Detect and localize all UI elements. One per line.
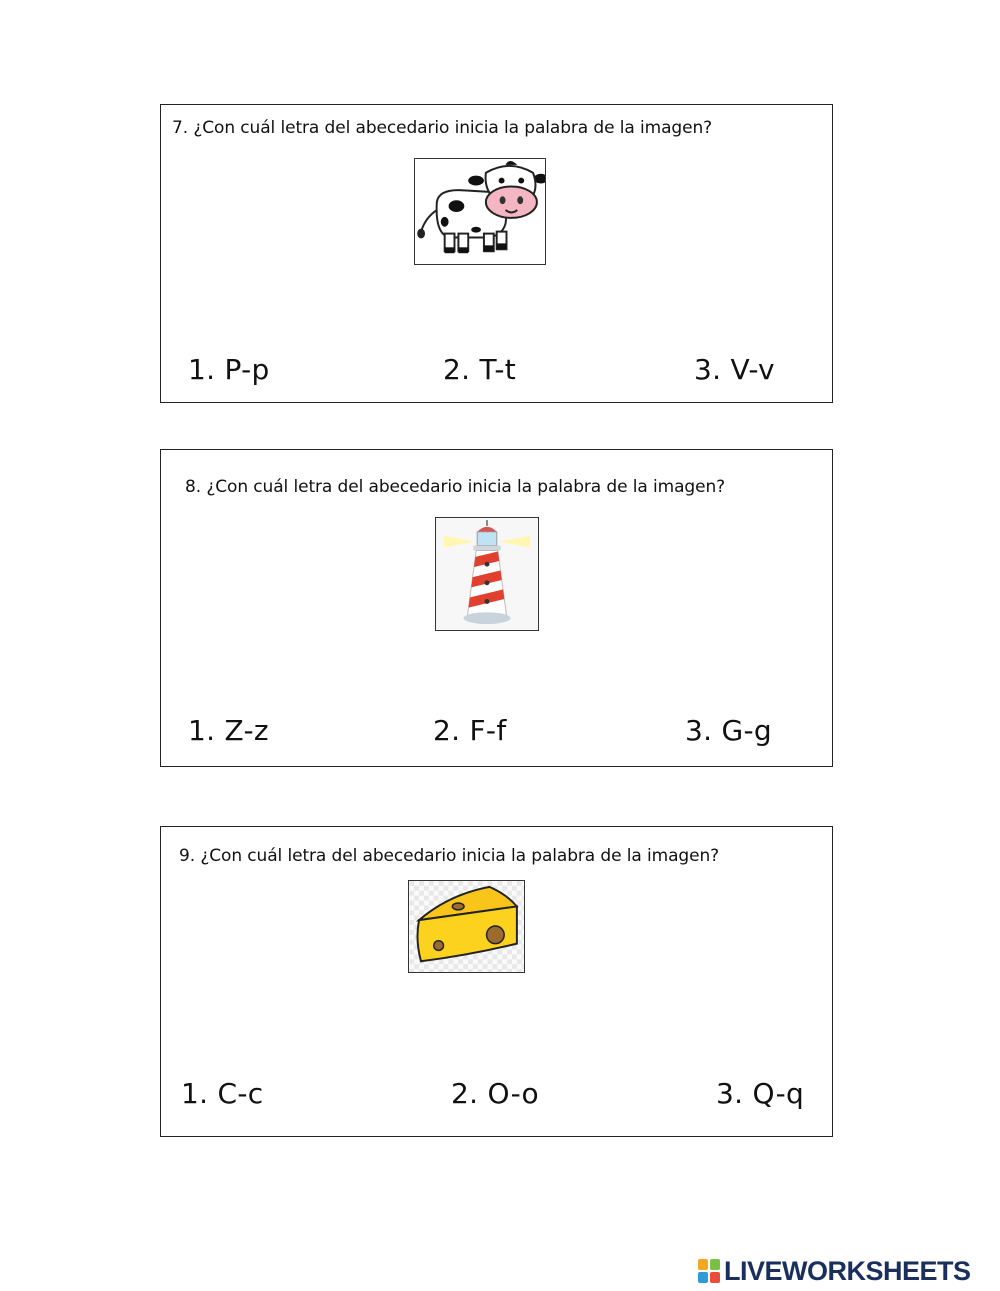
question-text: 9. ¿Con cuál letra del abecedario inicia la palabra de la imagen?	[179, 846, 720, 866]
cheese-image	[408, 880, 525, 973]
option-2[interactable]: 2. O-o	[451, 1077, 539, 1110]
logo-mark-icon	[697, 1258, 721, 1284]
question-card-9	[160, 826, 833, 1137]
option-1[interactable]: 1. C-c	[181, 1077, 264, 1110]
option-3[interactable]: 3. Q-q	[716, 1077, 805, 1110]
cow-icon	[415, 159, 545, 264]
option-3[interactable]: 3. G-g	[685, 714, 772, 747]
cheese-icon	[409, 881, 524, 972]
question-card-7	[160, 104, 833, 403]
option-3[interactable]: 3. V-v	[694, 353, 775, 386]
option-1[interactable]: 1. P-p	[188, 353, 270, 386]
lighthouse-image	[435, 517, 539, 631]
question-text: 8. ¿Con cuál letra del abecedario inicia la palabra de la imagen?	[185, 477, 726, 497]
option-2[interactable]: 2. T-t	[443, 353, 517, 386]
option-1[interactable]: 1. Z-z	[188, 714, 269, 747]
brand-name: LIVEWORKSHEETS	[724, 1255, 971, 1286]
liveworksheets-logo	[697, 1256, 971, 1286]
question-text: 7. ¿Con cuál letra del abecedario inicia la palabra de la imagen?	[172, 118, 713, 138]
cow-image	[414, 158, 546, 265]
question-card-8	[160, 449, 833, 767]
lighthouse-icon	[436, 518, 538, 630]
option-2[interactable]: 2. F-f	[433, 714, 507, 747]
